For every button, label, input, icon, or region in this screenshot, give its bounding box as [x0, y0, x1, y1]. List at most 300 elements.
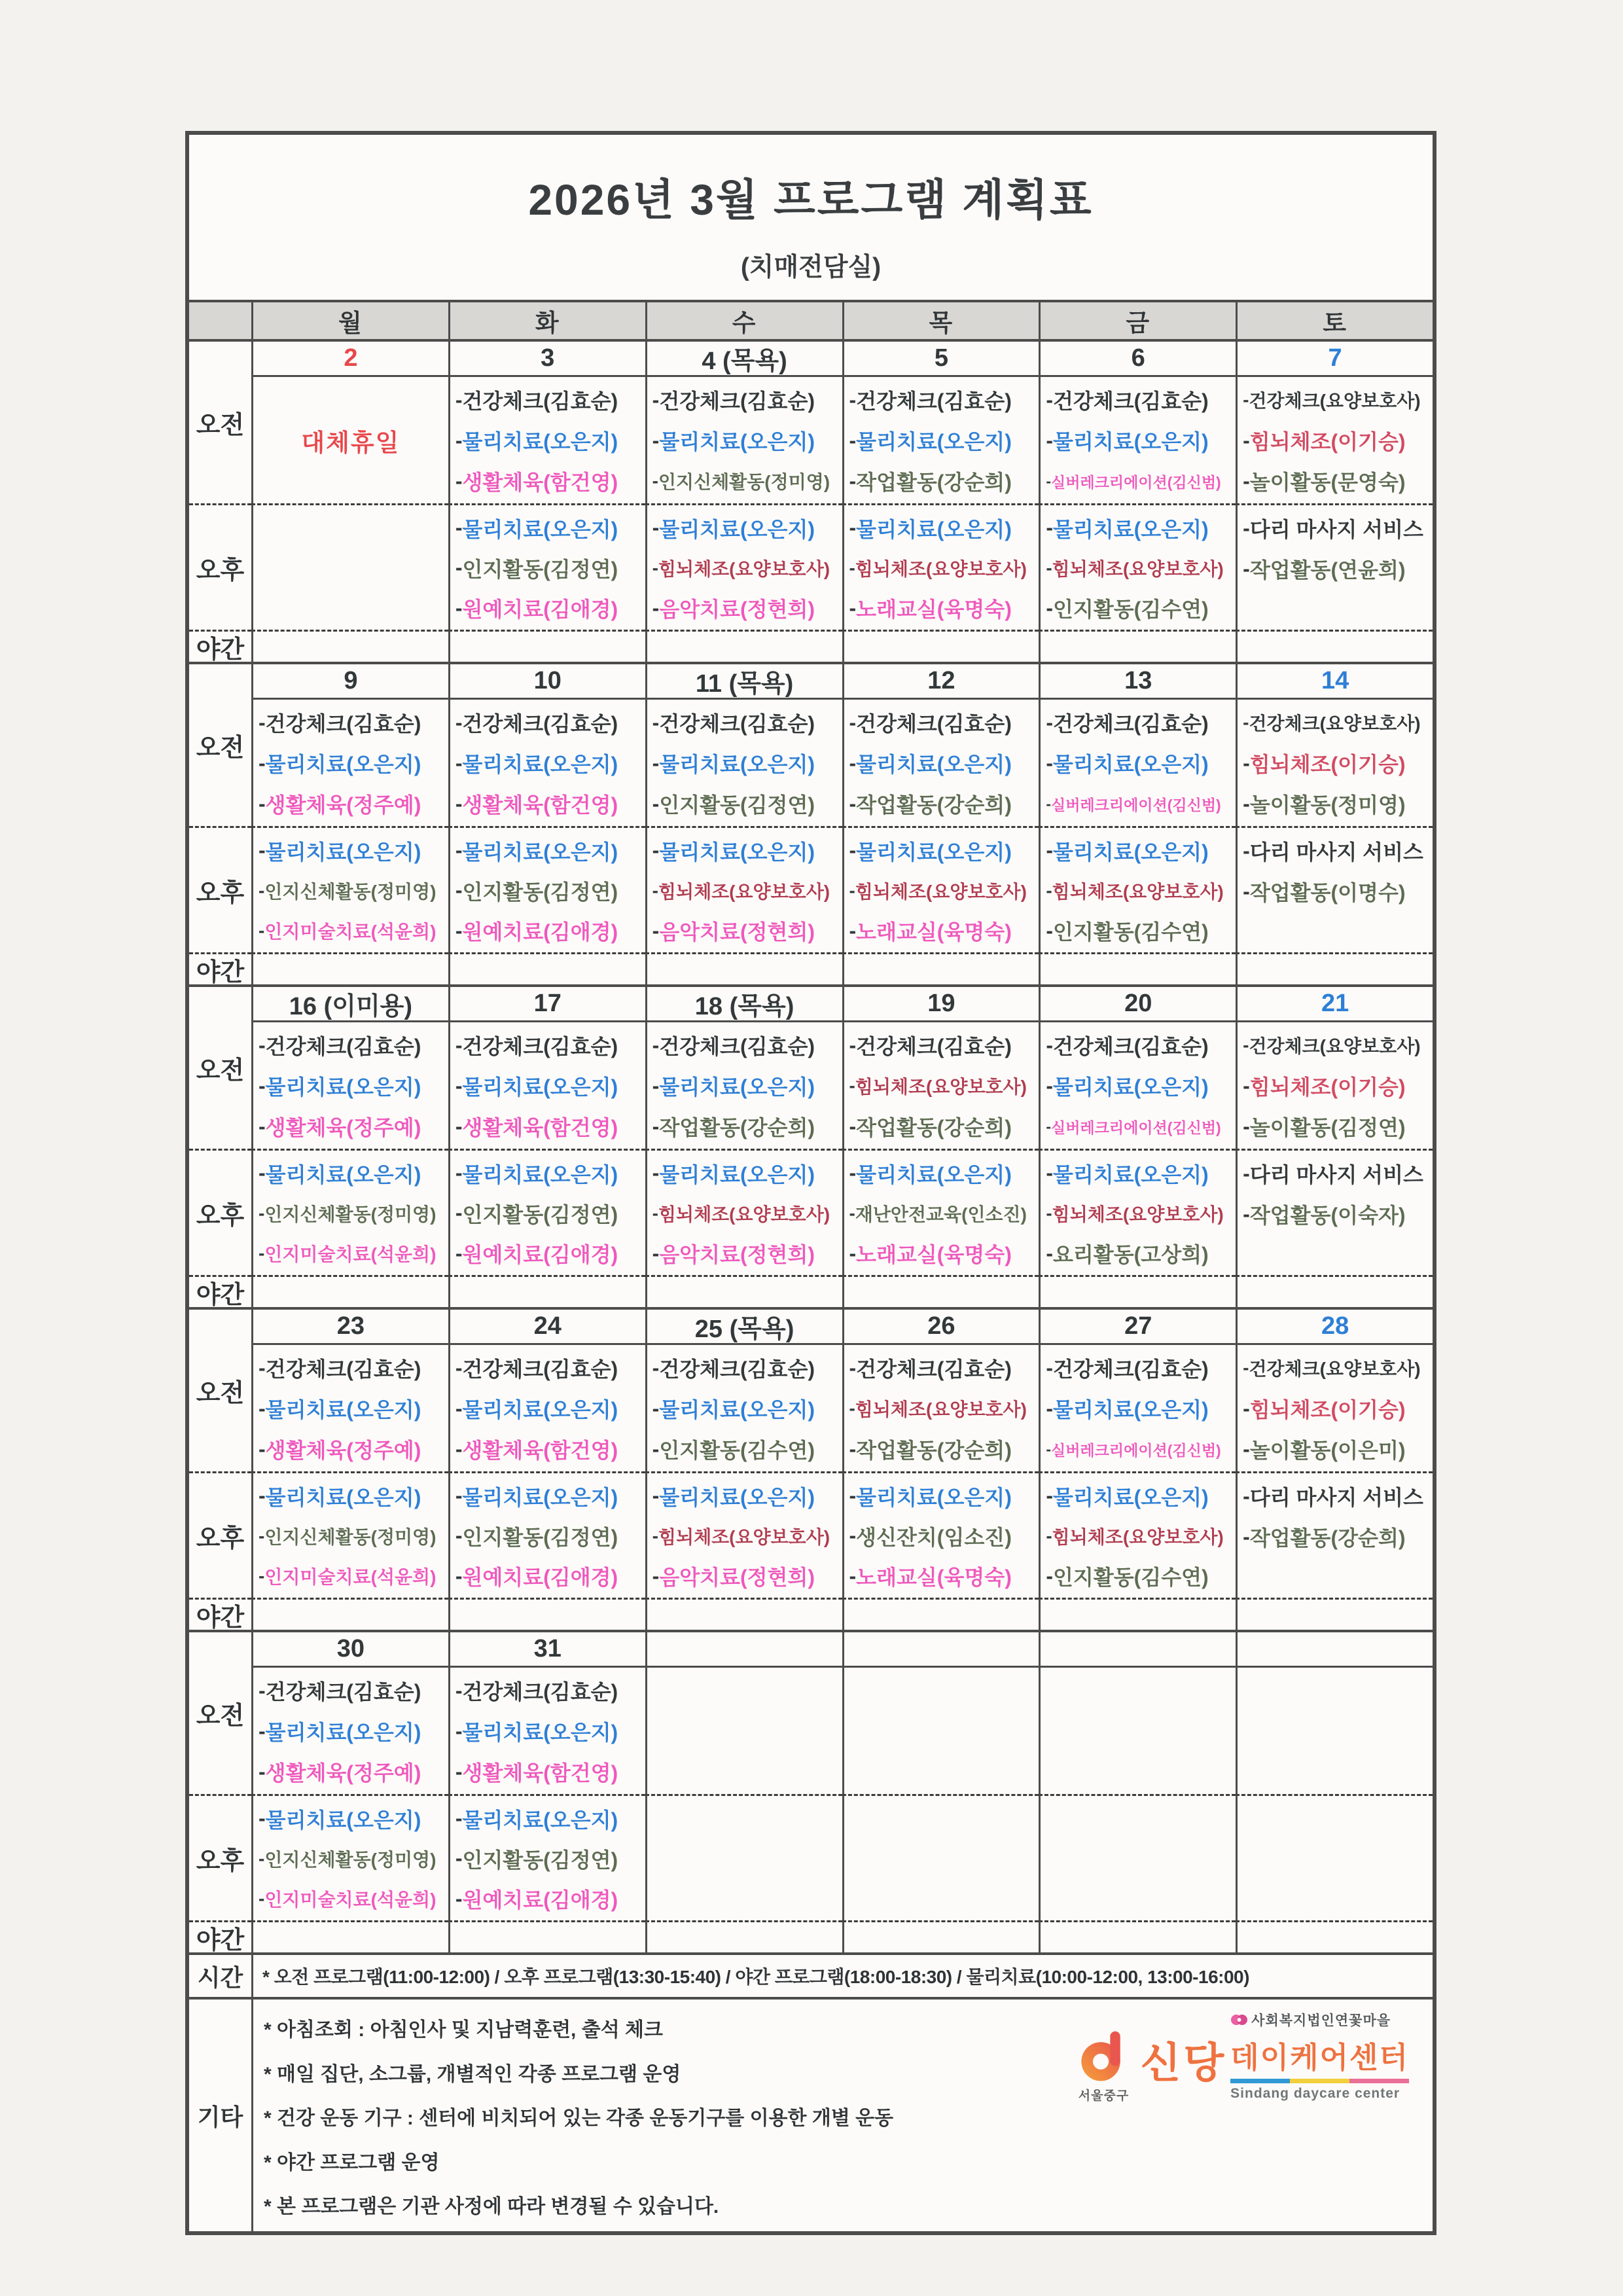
activity-item	[1243, 508, 1431, 548]
activity-label: 생신잔치(임소진)	[856, 1525, 1012, 1549]
activity-label: 인지활동(김수연)	[1052, 920, 1209, 944]
activity-label: 인지활동(김정연)	[659, 793, 815, 817]
activity-item	[652, 1153, 841, 1193]
dash: -	[849, 1564, 857, 1588]
dash: -	[259, 1202, 265, 1223]
date-number: 30	[336, 1635, 365, 1662]
activity-label: 생활체육(함건영)	[462, 1761, 618, 1785]
night-cell	[448, 1920, 645, 1952]
activity-label: 물리치료(오은지)	[856, 840, 1012, 864]
dash: -	[652, 710, 660, 734]
activity-label: 힘뇌체조(이기승)	[1249, 1075, 1406, 1099]
activity-item	[652, 508, 841, 548]
activity-item	[259, 831, 447, 870]
dash: -	[1243, 712, 1249, 732]
pm-cell	[842, 1471, 1039, 1598]
pm-cell	[251, 503, 448, 630]
activity-label: 노래교실(육명숙)	[856, 1243, 1012, 1267]
activity-item	[652, 548, 841, 588]
activity-item	[455, 1388, 644, 1429]
dash: -	[652, 1437, 660, 1461]
activity-item	[259, 1106, 447, 1147]
pm-cell	[251, 1149, 448, 1275]
activity-item	[455, 1106, 644, 1147]
activity-item	[849, 1066, 1038, 1106]
pm-cell	[1236, 1794, 1433, 1920]
activity-item	[849, 548, 1038, 588]
night-cell	[1039, 1598, 1236, 1630]
date-number: 10	[533, 667, 562, 694]
activity-label: 건강체크(김효순)	[659, 1035, 815, 1058]
date-cell	[842, 664, 1039, 700]
activity-label: 원예치료(김애경)	[462, 1243, 618, 1267]
dash: -	[1243, 516, 1250, 540]
day-header: 수	[645, 302, 842, 339]
activity-item	[652, 870, 841, 910]
dash: -	[652, 557, 658, 578]
activity-item	[455, 702, 644, 743]
date-cell	[448, 1632, 645, 1668]
dash: -	[652, 1396, 660, 1420]
dash: -	[259, 1073, 266, 1098]
activity-item	[652, 1388, 841, 1429]
night-cell	[1236, 1275, 1433, 1307]
activity-label: 물리치료(오은지)	[265, 840, 421, 864]
am-cell	[1039, 1668, 1236, 1794]
activity-label: 실버레크리에이션(김신범)	[1051, 473, 1221, 491]
dash: -	[652, 838, 660, 863]
etc-note: * 야간 프로그램 운영	[264, 2151, 440, 2174]
date-number: 25 (목욕)	[694, 1316, 794, 1343]
logo-name-secondary: 데이케어센터	[1230, 2041, 1409, 2074]
day-header: 목	[842, 302, 1039, 339]
dash: -	[849, 1114, 857, 1138]
dash: -	[652, 1564, 660, 1588]
row-label-night: 야간	[189, 1920, 251, 1952]
title-box	[189, 135, 1433, 302]
am-cell	[645, 1668, 842, 1794]
date-number: 13	[1124, 667, 1152, 694]
activity-label: 물리치료(오은지)	[659, 840, 815, 864]
activity-label: 물리치료(오은지)	[462, 430, 618, 454]
am-cell	[645, 1022, 842, 1149]
activity-item	[849, 870, 1038, 910]
activity-label: 힘뇌체조(요양보호사)	[658, 1526, 830, 1547]
logo-foundation-line	[1230, 2010, 1391, 2030]
activity-label: 건강체크(김효순)	[856, 389, 1012, 413]
dash: -	[1243, 1524, 1250, 1549]
dash: -	[259, 791, 266, 816]
am-cell	[448, 1668, 645, 1794]
date-number: 4 (목욕)	[702, 348, 787, 375]
activity-label: 물리치료(오은지)	[462, 1721, 618, 1744]
activity-label: 건강체크(요양보호사)	[1249, 391, 1421, 411]
dash: -	[259, 838, 266, 863]
dash: -	[1046, 838, 1053, 863]
activity-item	[1243, 1348, 1431, 1388]
activity-item	[455, 1670, 644, 1711]
activity-label: 물리치료(오은지)	[462, 1162, 618, 1187]
dash: -	[1243, 1437, 1250, 1461]
dash: -	[849, 557, 855, 578]
activity-item	[1243, 1106, 1431, 1147]
dash: -	[1243, 791, 1250, 816]
date-cell	[645, 1632, 842, 1668]
dash: -	[1046, 1440, 1051, 1458]
dash: -	[259, 1888, 265, 1909]
night-cell	[842, 630, 1039, 662]
activity-label: 음악치료(정현희)	[659, 920, 815, 944]
am-cell	[251, 1345, 448, 1471]
night-cell	[1039, 1275, 1236, 1307]
activity-item	[1243, 1066, 1431, 1106]
row-label-pm: 오후	[189, 1471, 251, 1598]
dash: -	[259, 751, 266, 775]
activity-label: 작업활동(이명수)	[1249, 881, 1406, 905]
night-cell	[645, 1275, 842, 1307]
activity-label: 다리 마사지 서비스	[1249, 1486, 1423, 1509]
activity-label: 원예치료(김애경)	[462, 1566, 618, 1590]
activity-label: 건강체크(김효순)	[1052, 389, 1209, 413]
dash: -	[455, 1886, 463, 1910]
dash: -	[455, 1564, 463, 1588]
night-cell	[448, 1275, 645, 1307]
activity-item	[849, 1106, 1038, 1147]
am-cell	[1039, 377, 1236, 503]
date-cell	[645, 987, 842, 1022]
dash: -	[1243, 1396, 1250, 1420]
dash: -	[1046, 1073, 1053, 1098]
activity-item	[652, 1066, 841, 1106]
activity-item	[259, 1670, 447, 1711]
flower-icon	[1230, 2011, 1247, 2028]
night-cell	[1236, 1920, 1433, 1952]
row-label-time: 시간	[197, 1964, 243, 1991]
dash: -	[259, 1355, 266, 1380]
activity-item	[455, 1879, 644, 1919]
activity-item	[1046, 783, 1234, 824]
activity-label: 물리치료(오은지)	[462, 1808, 618, 1832]
am-cell	[842, 1345, 1039, 1471]
dash: -	[849, 791, 857, 816]
am-cell	[645, 377, 842, 503]
dash: -	[259, 880, 265, 901]
activity-item	[1243, 461, 1431, 501]
activity-item	[652, 380, 841, 420]
date-number: 18 (목욕)	[694, 993, 794, 1020]
row-label-night: 야간	[189, 952, 251, 984]
dash: -	[259, 1719, 266, 1743]
night-cell	[645, 630, 842, 662]
dash: -	[849, 428, 857, 452]
activity-label: 물리치료(오은지)	[462, 517, 618, 541]
week-row	[189, 1632, 1433, 1955]
activity-item	[849, 743, 1038, 783]
activity-item	[455, 743, 644, 783]
activity-item	[1046, 1193, 1234, 1233]
activity-item	[652, 911, 841, 951]
activity-item	[1046, 508, 1234, 548]
activity-item	[652, 1106, 841, 1147]
row-label-am: 오전	[196, 1057, 245, 1085]
date-cell	[645, 1310, 842, 1345]
dash: -	[1046, 1564, 1053, 1588]
activity-label: 인지미술치료(석윤희)	[264, 922, 437, 942]
activity-label: 물리치료(오은지)	[265, 1808, 421, 1832]
activity-item	[455, 1348, 644, 1388]
date-number: 24	[533, 1312, 562, 1340]
activity-item	[1046, 588, 1234, 628]
pm-cell	[1236, 503, 1433, 630]
activity-label: 생활체육(정주예)	[265, 1439, 421, 1462]
activity-item	[849, 1348, 1038, 1388]
row-label-night: 야간	[189, 1275, 251, 1307]
dash: -	[259, 710, 266, 734]
activity-item	[849, 1193, 1038, 1233]
activity-item	[455, 1476, 644, 1516]
logo-name-primary: 신당	[1140, 2039, 1227, 2087]
night-cell	[842, 952, 1039, 984]
activity-item	[455, 783, 644, 824]
activity-item	[652, 461, 841, 501]
dash: -	[1046, 1202, 1052, 1223]
night-cell	[1039, 952, 1236, 984]
pm-cell	[645, 1149, 842, 1275]
activity-label: 건강체크(김효순)	[659, 712, 815, 736]
activity-label: 인지활동(김정연)	[462, 557, 618, 581]
dash: -	[455, 1033, 463, 1057]
activity-item	[455, 1516, 644, 1556]
date-cell	[1039, 664, 1236, 700]
activity-item	[849, 1429, 1038, 1469]
dash: -	[259, 1678, 266, 1702]
activity-item	[849, 1388, 1038, 1429]
activity-item	[652, 1193, 841, 1233]
activity-label: 놀이활동(문영숙)	[1249, 471, 1406, 494]
dash: -	[455, 1806, 463, 1831]
activity-item	[455, 1711, 644, 1751]
dash: -	[652, 918, 660, 942]
activity-label: 인지미술치료(석윤희)	[264, 1567, 437, 1588]
dash: -	[1046, 795, 1051, 812]
activity-label: 인지신체활동(정미영)	[658, 472, 830, 492]
activity-item	[849, 702, 1038, 743]
activity-label: 건강체크(김효순)	[856, 1035, 1012, 1058]
activity-item	[455, 1799, 644, 1839]
activity-item	[1243, 1476, 1431, 1516]
dash: -	[652, 1161, 660, 1185]
activity-label: 힘뇌체조(요양보호사)	[1052, 1204, 1224, 1225]
activity-label: 인지활동(김수연)	[1052, 1566, 1209, 1590]
dash: -	[1046, 428, 1053, 452]
activity-label: 대체휴일	[301, 429, 401, 456]
activity-item	[259, 1193, 447, 1233]
dash: -	[455, 469, 463, 493]
date-cell	[448, 987, 645, 1022]
dash: -	[1046, 1355, 1053, 1380]
activity-label: 원예치료(김애경)	[462, 920, 618, 944]
pm-cell	[1039, 826, 1236, 952]
date-cell	[842, 342, 1039, 377]
activity-item	[652, 1234, 841, 1274]
dash: -	[1046, 751, 1053, 775]
dash: -	[455, 1396, 463, 1420]
pm-cell	[842, 1794, 1039, 1920]
activity-item	[1046, 831, 1234, 870]
activity-label: 작업활동(강순희)	[1249, 1526, 1406, 1550]
weeks	[189, 342, 1433, 1955]
activity-label: 물리치료(오은지)	[856, 1485, 1012, 1509]
logo-right-block	[1230, 2010, 1409, 2102]
week-row	[189, 664, 1433, 987]
dash: -	[455, 1719, 463, 1743]
activity-item	[1046, 380, 1234, 420]
activity-label: 힘뇌체조(요양보호사)	[855, 1399, 1027, 1420]
row-label-pm: 오후	[189, 1794, 251, 1920]
dash: -	[652, 1073, 660, 1098]
pm-cell	[448, 503, 645, 630]
activity-item	[1046, 1348, 1234, 1388]
activity-label: 물리치료(오은지)	[265, 1075, 421, 1099]
activity-label: 건강체크(김효순)	[1052, 712, 1209, 736]
dash: -	[849, 1202, 855, 1223]
am-cell	[448, 1345, 645, 1471]
date-cell	[1236, 1632, 1433, 1668]
dash: -	[652, 880, 658, 901]
night-cell	[448, 630, 645, 662]
dash: -	[849, 1398, 855, 1418]
pm-cell	[1039, 1794, 1236, 1920]
dash: -	[1243, 428, 1250, 452]
pm-cell	[645, 503, 842, 630]
activity-item	[849, 380, 1038, 420]
date-number: 14	[1321, 667, 1349, 694]
activity-label: 물리치료(오은지)	[659, 753, 815, 776]
dash: -	[455, 1114, 463, 1138]
am-cell	[842, 377, 1039, 503]
activity-item	[455, 420, 644, 461]
time-note: * 오전 프로그램(11:00-12:00) / 오후 프로그램(13:30-15:40) / 야간 프로그램(18:00-18:30) / 물리치료(10:00-12:00, 13:00-16:00)	[251, 1955, 1433, 1997]
dash: -	[455, 838, 463, 863]
dash: -	[455, 387, 463, 412]
activity-label: 실버레크리에이션(김신범)	[1051, 1119, 1221, 1136]
activity-item	[1046, 1476, 1234, 1516]
activity-item	[455, 1066, 644, 1106]
logo-english-name: Sindang daycare center	[1230, 2086, 1400, 2101]
activity-item	[259, 1153, 447, 1193]
date-cell	[1039, 987, 1236, 1022]
activity-label: 건강체크(김효순)	[462, 1035, 618, 1058]
activity-item	[1046, 461, 1234, 501]
activity-label: 음악치료(정현희)	[659, 1566, 815, 1590]
activity-item	[1243, 380, 1431, 420]
activity-item	[1046, 1106, 1234, 1147]
activity-label: 놀이활동(이은미)	[1249, 1439, 1406, 1462]
dash: -	[849, 1241, 857, 1265]
activity-item	[849, 1556, 1038, 1596]
date-number: 2	[344, 344, 358, 372]
row-label-etc: 기타	[197, 2103, 243, 2130]
activity-item	[259, 1234, 447, 1274]
activity-label: 물리치료(오은지)	[856, 753, 1012, 776]
dash: -	[652, 387, 660, 412]
activity-item	[652, 588, 841, 628]
activity-item	[849, 508, 1038, 548]
activity-label: 생활체육(함건영)	[462, 1439, 618, 1462]
dash: -	[1243, 751, 1250, 775]
dash: -	[1046, 1484, 1053, 1508]
activity-label: 인지활동(김정연)	[462, 880, 618, 904]
activity-item	[1243, 743, 1431, 783]
activity-label: 재난안전교육(인소진)	[855, 1204, 1027, 1225]
activity-label: 물리치료(오은지)	[659, 1398, 815, 1422]
dash: -	[1243, 1114, 1250, 1138]
activity-label: 물리치료(오은지)	[265, 1162, 421, 1187]
activity-item	[652, 1516, 841, 1556]
activity-label: 물리치료(오은지)	[265, 1721, 421, 1744]
night-cell	[1236, 1598, 1433, 1630]
am-cell	[1236, 1022, 1433, 1149]
center-logo	[1077, 2010, 1409, 2104]
night-cell	[842, 1598, 1039, 1630]
logo-underline-bar	[1230, 2079, 1409, 2083]
activity-label: 건강체크(김효순)	[265, 1357, 421, 1381]
day-header: 금	[1039, 302, 1236, 339]
dash: -	[1243, 1073, 1250, 1098]
activity-label: 작업활동(강순희)	[856, 793, 1012, 817]
pm-cell	[251, 826, 448, 952]
activity-item	[455, 508, 644, 548]
night-cell	[1236, 630, 1433, 662]
activity-item	[259, 1839, 447, 1878]
dash: -	[1046, 472, 1051, 490]
dash: -	[849, 751, 857, 775]
activity-item	[1046, 548, 1234, 588]
dash: -	[259, 1848, 265, 1869]
pm-cell	[1236, 826, 1433, 952]
am-cell	[251, 1022, 448, 1149]
activity-label: 실버레크리에이션(김신범)	[1051, 1441, 1221, 1459]
date-cell	[251, 342, 448, 377]
dash: -	[1046, 1117, 1051, 1135]
activity-item	[1046, 702, 1234, 743]
activity-item	[1243, 702, 1431, 743]
am-cell	[645, 1345, 842, 1471]
activity-item	[1046, 911, 1234, 951]
activity-label: 힘뇌체조(요양보호사)	[1052, 558, 1224, 579]
date-cell	[842, 1632, 1039, 1668]
am-cell	[1039, 1345, 1236, 1471]
night-cell	[251, 1598, 448, 1630]
day-header: 토	[1236, 302, 1433, 339]
activity-label: 힘뇌체조(요양보호사)	[855, 558, 1027, 579]
activity-label: 물리치료(오은지)	[265, 1485, 421, 1509]
activity-item	[652, 420, 841, 461]
activity-label: 인지활동(김정연)	[462, 1848, 618, 1872]
date-number: 26	[927, 1312, 955, 1340]
pm-cell	[1236, 1471, 1433, 1598]
date-cell	[645, 342, 842, 377]
activity-item	[849, 461, 1038, 501]
dash: -	[652, 791, 660, 816]
dash: -	[455, 428, 463, 452]
pm-cell	[645, 1471, 842, 1598]
activity-label: 노래교실(육명숙)	[856, 598, 1012, 622]
night-cell	[842, 1920, 1039, 1952]
dash: -	[849, 1484, 857, 1508]
activity-item	[259, 1388, 447, 1429]
dash: -	[652, 1114, 660, 1138]
